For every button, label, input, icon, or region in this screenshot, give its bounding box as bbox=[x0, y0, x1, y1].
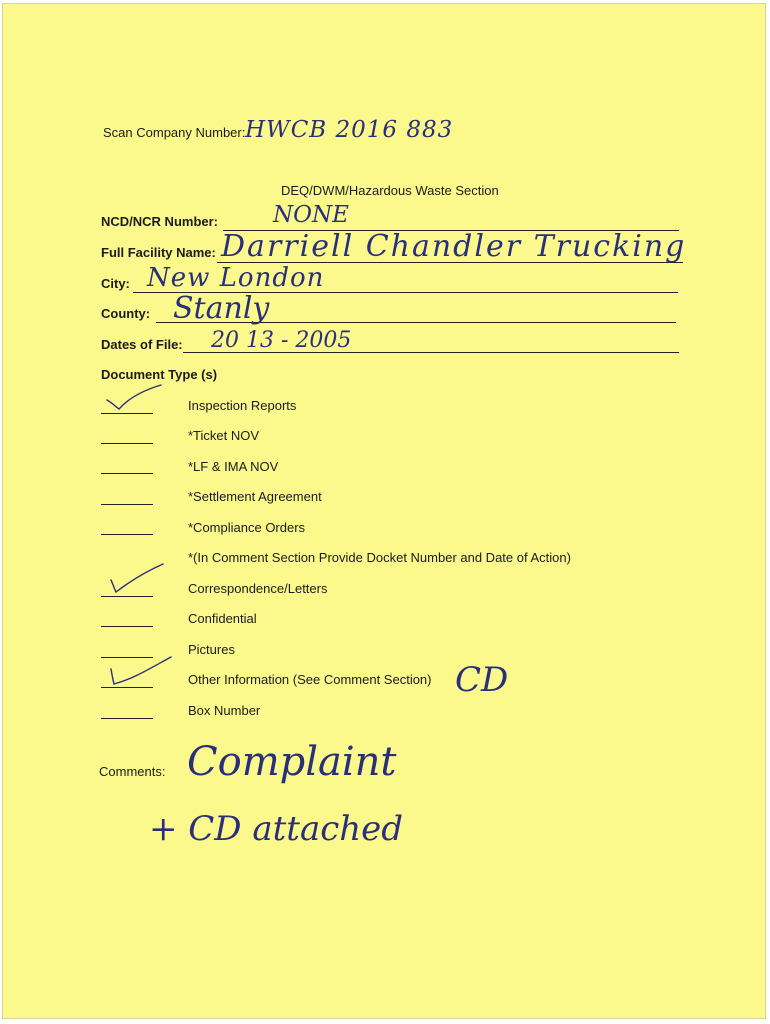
blank-line bbox=[101, 473, 153, 474]
county-value: Stanly bbox=[173, 291, 270, 326]
doc-type-note: *(In Comment Section Provide Docket Number and Date of Action) bbox=[188, 550, 571, 565]
check-mark-icon bbox=[99, 382, 169, 416]
city-label: City: bbox=[101, 276, 130, 291]
county-label: County: bbox=[101, 306, 151, 321]
section-title: DEQ/DWM/Hazardous Waste Section bbox=[281, 183, 499, 198]
blank-line bbox=[101, 443, 153, 444]
doc-type-item: Box Number bbox=[188, 703, 261, 718]
blank-line bbox=[101, 596, 153, 597]
doc-type-item: *Ticket NOV bbox=[188, 428, 260, 443]
dates-label: Dates of File: bbox=[101, 337, 183, 352]
comments-label: Comments: bbox=[99, 764, 166, 779]
dates-value: 20 13 - 2005 bbox=[211, 328, 352, 353]
doc-type-item: Pictures bbox=[188, 642, 235, 657]
comments-line-1: Complaint bbox=[187, 739, 397, 785]
blank-line bbox=[101, 504, 153, 505]
doc-type-item: Inspection Reports bbox=[188, 398, 297, 413]
doc-type-item: Other Information (See Comment Section) bbox=[188, 672, 432, 687]
city-value: New London bbox=[147, 263, 325, 293]
check-mark-icon bbox=[99, 651, 179, 689]
ncd-label: NCD/NCR Number: bbox=[101, 214, 218, 229]
doc-type-item: Confidential bbox=[188, 611, 257, 626]
scan-company-label: Scan Company Number: bbox=[103, 125, 246, 140]
document-page bbox=[2, 3, 766, 1019]
doc-type-item: *Settlement Agreement bbox=[188, 489, 322, 504]
facility-value: Darriell Chandler Trucking bbox=[221, 229, 687, 264]
blank-line bbox=[101, 626, 153, 627]
document-type-heading: Document Type (s) bbox=[101, 367, 218, 382]
doc-type-item: Correspondence/Letters bbox=[188, 581, 328, 596]
scan-company-value: HWCB 2016 883 bbox=[245, 117, 454, 143]
check-mark-icon bbox=[99, 560, 169, 596]
doc-type-item: *LF & IMA NOV bbox=[188, 459, 279, 474]
ncd-value: NONE bbox=[273, 202, 349, 228]
other-info-note: CD bbox=[455, 660, 509, 700]
comments-line-2: + CD attached bbox=[149, 809, 404, 849]
blank-line bbox=[101, 718, 153, 719]
doc-type-item: *Compliance Orders bbox=[188, 520, 306, 535]
blank-line bbox=[101, 534, 153, 535]
facility-label: Full Facility Name: bbox=[101, 245, 216, 260]
